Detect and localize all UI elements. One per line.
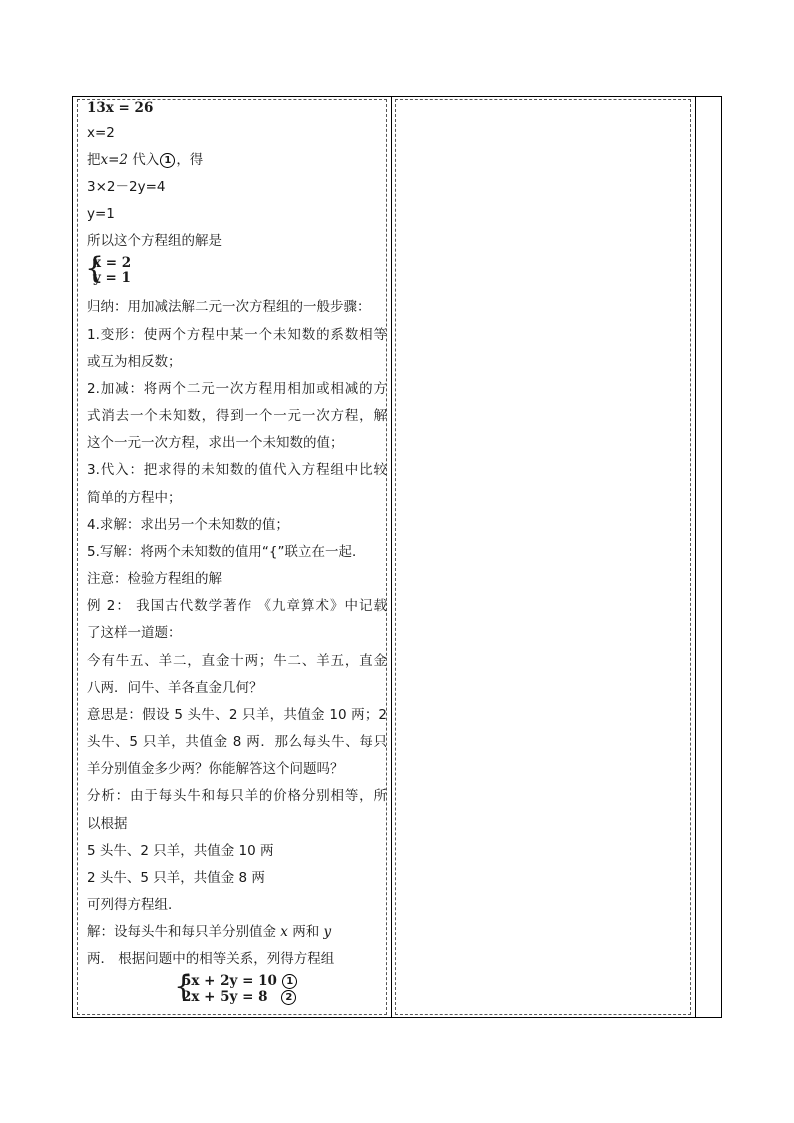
system-eq-1-text: 5x + 2y = 10 — [182, 973, 277, 989]
meaning-line-2: 头牛、5 只羊，共值金 8 两．那么每头牛、每只 — [87, 734, 387, 750]
setup-text-a: 解：设每头牛和每只羊分别值金 — [87, 924, 281, 940]
substitute-text-c: ，得 — [176, 152, 204, 168]
step-2-line-3: 这个一元一次方程，求出一个未知数的值； — [87, 435, 344, 451]
condition-2: 2 头牛、5 只羊，共值金 8 两 — [87, 870, 265, 886]
step-2-line-1: 2.加减：将两个二元一次方程用相加或相减的方 — [87, 381, 387, 397]
example-2-line-2: 了这样一道题： — [87, 625, 182, 641]
equation-y-1: y=1 — [87, 206, 115, 222]
solution-intro: 所以这个方程组的解是 — [87, 233, 222, 249]
step-1-line-1: 1.变形：使两个方程中某一个未知数的系数相等 — [87, 327, 387, 343]
example-2-line-1: 例 2： 我国古代数学著作 《九章算术》中记载 — [87, 598, 387, 614]
equation-substituted: 3×2－2y=4 — [87, 179, 166, 195]
lesson-table — [72, 96, 722, 1018]
meaning-line-3: 羊分别值金多少两？你能解答这个问题吗？ — [87, 761, 344, 777]
column-divider-1 — [391, 97, 392, 1017]
analysis-line-2: 以根据 — [87, 816, 128, 832]
substitute-text-b: 代入 — [128, 152, 160, 168]
equation-system — [174, 969, 338, 1009]
summary-heading: 归纳：用加减法解二元一次方程组的一般步骤： — [87, 299, 371, 315]
equation-13x: 13x = 26 — [87, 100, 154, 116]
system-eq-2 — [182, 989, 297, 1005]
brace-icon: { — [174, 969, 194, 1004]
substitute-expr: x=2 — [100, 152, 129, 168]
solution-system — [85, 251, 167, 289]
notes-cell-border — [395, 99, 691, 1015]
problem-line-1: 今有牛五、羊二，直金十两；牛二、羊五，直金 — [87, 653, 387, 669]
meaning-line-1: 意思是：假设 5 头牛、2 只羊，共值金 10 两；2 — [87, 707, 387, 723]
solution-x: x = 2 — [93, 255, 132, 271]
brace-icon: { — [85, 251, 105, 286]
circled-number-2: 2 — [281, 990, 296, 1005]
system-eq-2-text: 2x + 5y = 8 — [182, 989, 268, 1005]
variable-x: x — [280, 924, 288, 940]
equation-x-2: x=2 — [87, 125, 115, 141]
step-5: 5.写解：将两个未知数的值用“{”联立在一起． — [87, 544, 366, 560]
solution-setup-line-1 — [87, 923, 387, 941]
substitute-line — [87, 151, 203, 169]
analysis-line-1: 分析：由于每头牛和每只羊的价格分别相等，所 — [87, 788, 387, 804]
system-intro: 可列得方程组． — [87, 897, 182, 913]
setup-text-b: 两和 — [287, 924, 324, 940]
variable-y: y — [323, 924, 332, 940]
note: 注意：检验方程组的解 — [87, 571, 222, 587]
condition-1: 5 头牛、2 只羊，共值金 10 两 — [87, 843, 274, 859]
circled-number-1: 1 — [282, 974, 297, 989]
system-eq-1 — [182, 973, 298, 989]
solution-setup-line-2: 两． 根据问题中的相等关系，列得方程组 — [87, 951, 335, 967]
step-4: 4.求解：求出另一个未知数的值； — [87, 517, 289, 533]
substitute-text-a: 把 — [87, 152, 101, 168]
step-3-line-2: 简单的方程中； — [87, 490, 182, 506]
step-1-line-2: 或互为相反数； — [87, 354, 182, 370]
problem-line-2: 八两．问牛、羊各直金几何？ — [87, 680, 263, 696]
column-divider-2 — [695, 97, 696, 1017]
step-2-line-2: 式消去一个未知数，得到一个一元一次方程，解 — [87, 408, 387, 424]
step-3-line-1: 3.代入：把求得的未知数的值代入方程组中比较 — [87, 462, 387, 478]
circled-number-1: 1 — [160, 153, 175, 168]
solution-y: y = 1 — [93, 270, 131, 286]
